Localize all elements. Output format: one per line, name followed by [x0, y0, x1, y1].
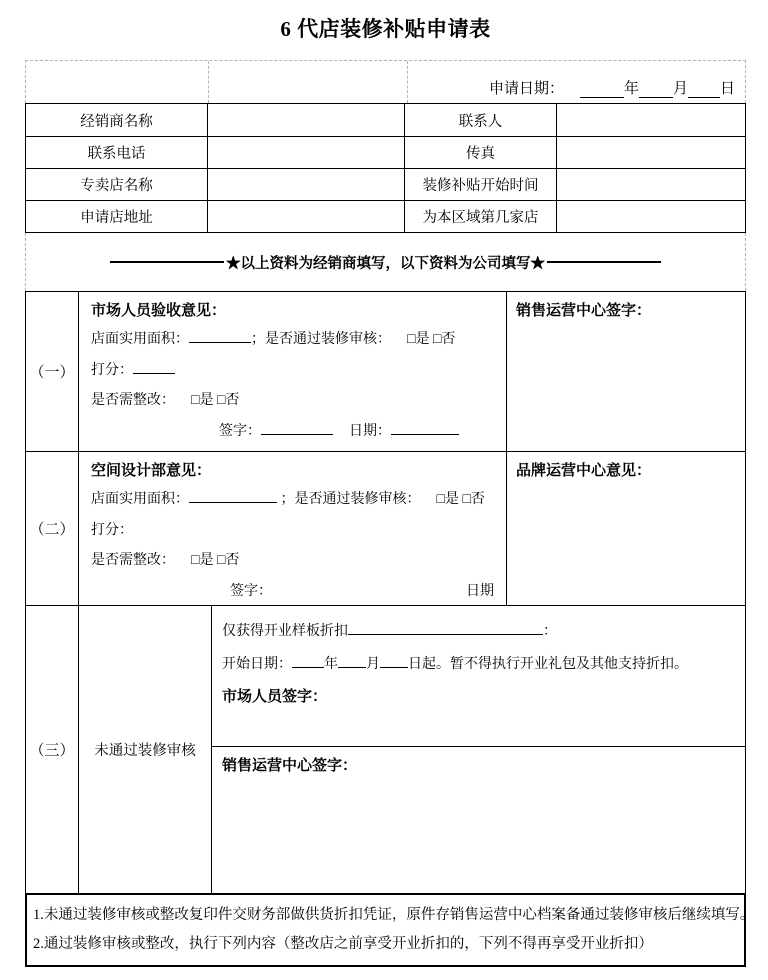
separator-line-right	[547, 261, 661, 263]
apply-date-label: 申请日期：	[488, 81, 564, 97]
apply-date-year-label: 年	[623, 81, 639, 97]
sign-date-line	[219, 417, 500, 448]
area-blank	[189, 329, 251, 343]
apply-date-cell	[408, 61, 745, 103]
table-row	[26, 136, 745, 168]
score-blank	[133, 360, 175, 374]
value-contact-person	[557, 104, 745, 136]
table-row	[26, 200, 745, 232]
score-label: 打分：	[91, 362, 133, 378]
rectify-line	[91, 386, 500, 417]
audit-pass-checkboxes: □是 □否	[436, 492, 485, 507]
sign-label: 签字：	[219, 423, 261, 439]
year-label: 年	[324, 657, 338, 672]
label-store-name: 专卖店名称	[26, 169, 208, 200]
score-label: 打分：	[91, 522, 133, 538]
date-label: 日期：	[349, 423, 391, 439]
separator-text: ★以上资料为经销商填写，以下资料为公司填写★	[226, 255, 545, 272]
value-phone	[208, 137, 405, 168]
rectify-checkboxes: □是 □否	[191, 553, 240, 568]
space-design-heading: 空间设计部意见：	[91, 463, 212, 479]
rectify-label: 是否需整改：	[91, 393, 175, 408]
notes-box	[25, 893, 755, 967]
section-two-label: （二）	[26, 452, 79, 605]
form-document	[25, 0, 755, 967]
label-dealer-name: 经销商名称	[26, 104, 208, 136]
separator-line-left	[110, 261, 224, 263]
area-blank	[189, 489, 277, 503]
market-inspection-cell	[79, 292, 507, 451]
section-three-content	[212, 606, 745, 893]
audit-pass-checkboxes: □是 □否	[407, 332, 456, 347]
score-line	[91, 516, 500, 547]
review-table	[25, 291, 746, 894]
market-sign-label: 市场人员签字：	[222, 689, 328, 705]
section-two-row	[26, 451, 745, 605]
rectify-label: 是否需整改：	[91, 553, 175, 568]
sales-center-sign-cell: 销售运营中心签字：	[516, 303, 652, 319]
space-design-cell	[79, 452, 507, 605]
area-line	[91, 325, 500, 356]
apply-date-row	[25, 60, 746, 103]
section-three-row	[26, 605, 745, 893]
day-suffix-text: 日起。暂不得执行开业礼包及其他支持折扣。	[408, 657, 688, 672]
sign-blank	[261, 421, 333, 435]
discount-colon: ：	[543, 624, 557, 639]
month-label: 月	[366, 657, 380, 672]
note-2: 2.通过装修审核或整改，执行下列内容（整改店之前享受开业折扣的，下列不得再享受开业折扣）	[33, 936, 653, 952]
apply-date-year-blank	[580, 84, 624, 98]
section-one-row	[26, 292, 745, 451]
start-date-label: 开始日期：	[222, 657, 292, 672]
label-subsidy-start-time: 装修补贴开始时间	[405, 169, 557, 200]
top-empty-cell-2	[209, 61, 408, 103]
form-title: 6 代店装修补贴申请表	[280, 17, 491, 41]
discount-terms-cell	[212, 606, 745, 746]
value-store-number-in-region	[557, 201, 745, 232]
applicant-info-table	[25, 103, 746, 233]
score-line	[91, 356, 500, 387]
value-subsidy-start-time	[557, 169, 745, 200]
table-row	[26, 104, 745, 136]
not-passed-audit-label: 未通过装修审核	[79, 606, 212, 893]
table-row	[26, 168, 745, 200]
apply-date-month-blank	[639, 84, 673, 98]
label-contact-person: 联系人	[405, 104, 557, 136]
top-empty-cell-1	[26, 61, 209, 103]
sign-date-line	[230, 577, 500, 608]
apply-date-day-label: 日	[719, 81, 735, 97]
market-inspection-heading: 市场人员验收意见：	[91, 303, 227, 319]
section-three-label: （三）	[26, 606, 79, 893]
discount-label: 仅获得开业样板折扣	[222, 624, 348, 639]
sales-sign-label: 销售运营中心签字：	[222, 758, 358, 774]
apply-date-month-label: 月	[672, 81, 688, 97]
day-blank	[380, 654, 408, 668]
sign-label: 签字：	[230, 583, 272, 599]
note-1: 1.未通过装修审核或整改复印件交财务部做供货折扣凭证，原件存销售运营中心档案备通过装修审核后继续填写。	[33, 907, 755, 923]
discount-line	[222, 615, 739, 648]
audit-pass-label: ；是否通过装修审核：	[251, 332, 391, 347]
discount-blank	[348, 621, 543, 635]
area-label: 店面实用面积：	[91, 492, 189, 507]
sales-center-sign-cell-2	[212, 746, 745, 893]
value-store-name	[208, 169, 405, 200]
date-blank	[391, 421, 459, 435]
date-label: 日期	[466, 583, 494, 599]
area-line	[91, 485, 500, 516]
rectify-checkboxes: □是 □否	[191, 393, 240, 408]
label-fax: 传真	[405, 137, 557, 168]
start-date-line	[222, 648, 739, 681]
brand-center-opinion-cell: 品牌运营中心意见：	[516, 463, 652, 479]
month-blank	[338, 654, 366, 668]
apply-date-day-blank	[688, 84, 720, 98]
value-fax	[557, 137, 745, 168]
section-one-label: （一）	[26, 292, 79, 451]
label-store-number-in-region: 为本区域第几家店	[405, 201, 557, 232]
label-store-address: 申请店地址	[26, 201, 208, 232]
rectify-line	[91, 546, 500, 577]
value-store-address	[208, 201, 405, 232]
label-phone: 联系电话	[26, 137, 208, 168]
year-blank	[292, 654, 324, 668]
value-dealer-name	[208, 104, 405, 136]
audit-pass-label: ；是否通过装修审核：	[277, 492, 421, 507]
area-label: 店面实用面积：	[91, 332, 189, 347]
separator-row	[25, 233, 746, 291]
